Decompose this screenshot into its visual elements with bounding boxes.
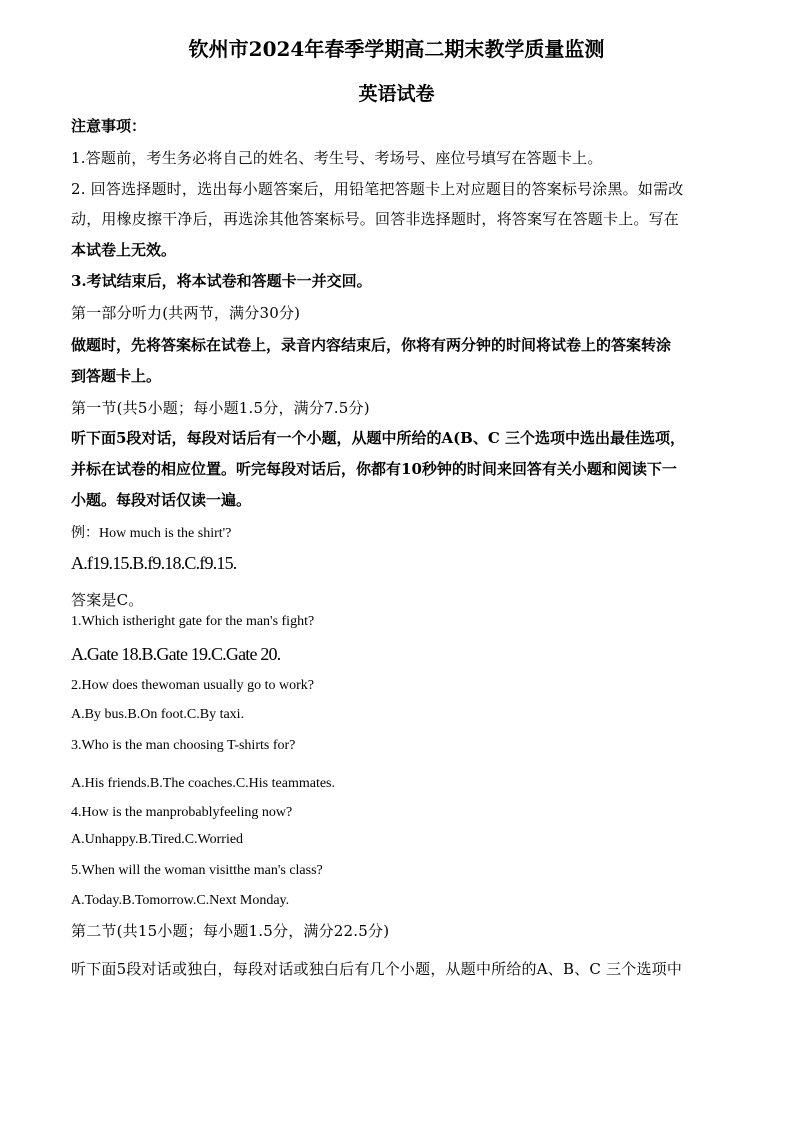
question-5: 5.When will the woman visitthe man's class? — [71, 863, 323, 878]
section1-instructions-line: 并标在试卷的相应位置。听完每段对话后，你都有10秒钟的时间来回答有关小题和阅读下一 — [71, 460, 677, 478]
notice-line: 1.答题前，考生务必将自己的姓名、考生号、考场号、座位号填写在答题卡上。 — [71, 149, 603, 167]
section2-heading: 第二节(共15小题；每小题1.5分，满分22.5分) — [71, 922, 390, 940]
question-4: 4.How is the manprobablyfeeling now? — [71, 805, 293, 820]
exam-title: 钦州市2024年春季学期高二期末教学质量监测 — [188, 37, 605, 61]
part1-heading: 第一部分听力(共两节，满分30分) — [71, 304, 301, 322]
example-question: 例：How much is the shirt'? — [71, 526, 232, 541]
part1-instructions-line: 到答题卡上。 — [71, 367, 162, 385]
section2-instructions-line: 听下面5段对话或独白，每段对话或独白后有几个小题，从题中所给的A、B、C 三个选项中 — [71, 960, 683, 978]
section1-instructions-line: 听下面5段对话，每段对话后有一个小题，从题中所给的A(B、C 三个选项中选出最佳选项， — [71, 429, 686, 447]
notice-heading: 注意事项： — [71, 117, 147, 135]
notice-line: 本试卷上无效。 — [71, 241, 177, 259]
section1-heading: 第一节(共5小题；每小题1.5分，满分7.5分) — [71, 399, 370, 417]
section1-instructions-line: 小题。每段对话仅读一遍。 — [71, 491, 252, 509]
notice-line: 3.考试结束后，将本试卷和答题卡一并交回。 — [71, 272, 372, 290]
example-answer: 答案是C。 — [71, 591, 144, 609]
question-3-options: A.His friends.B.The coaches.C.His teammates. — [71, 776, 335, 791]
question-1: 1.Which istheright gate for the man's fight? — [71, 614, 315, 629]
part1-instructions-line: 做题时，先将答案标在试卷上，录音内容结束后，你将有两分钟的时间将试卷上的答案转涂 — [71, 336, 672, 354]
question-2-options: A.By bus.B.On foot.C.By taxi. — [71, 707, 245, 722]
notice-line: 动，用橡皮擦干净后，再选涂其他答案标号。回答非选择题时，将答案写在答题卡上。写在 — [71, 210, 680, 228]
exam-subtitle: 英语试卷 — [358, 83, 435, 105]
question-5-options: A.Today.B.Tomorrow.C.Next Monday. — [71, 893, 290, 908]
question-3: 3.Who is the man choosing T-shirts for? — [71, 738, 296, 753]
example-options: A.f19.15.B.f9.18.C.f9.15. — [71, 553, 237, 573]
question-4-options: A.Unhappy.B.Tired.C.Worried — [71, 832, 244, 847]
question-1-options: A.Gate 18.B.Gate 19.C.Gate 20. — [71, 644, 281, 664]
notice-line: 2. 回答选择题时，选出每小题答案后，用铅笔把答题卡上对应题目的答案标号涂黑。如需改 — [71, 180, 684, 198]
question-2: 2.How does thewoman usually go to work? — [71, 678, 315, 693]
